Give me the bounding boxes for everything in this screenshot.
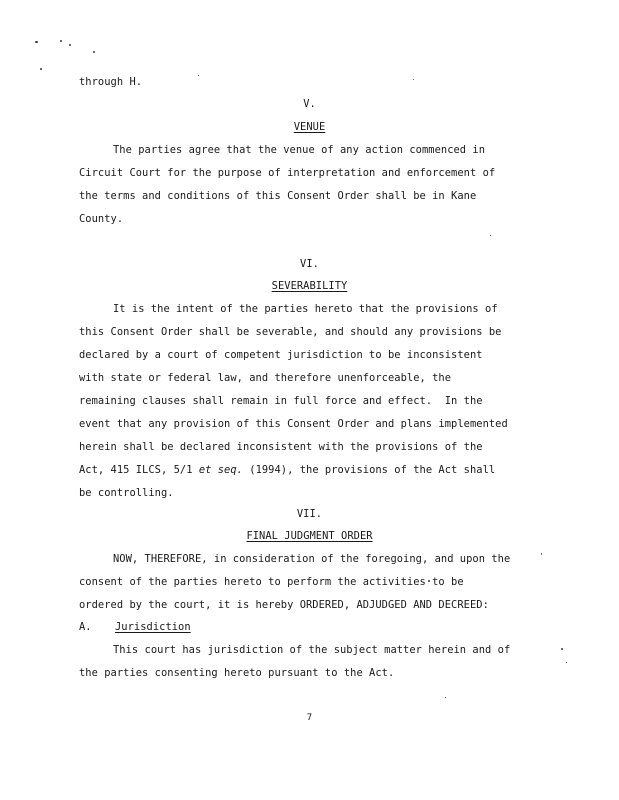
- scan-speck: [413, 79, 414, 80]
- section-vii-heading-text: FINAL JUDGMENT ORDER: [246, 530, 373, 542]
- section-v-numeral: V.: [303, 98, 316, 110]
- scan-speck: [198, 75, 199, 76]
- body-line: ordered by the court, it is hereby ORDERED, ADJUDGED AND DECREED:: [79, 599, 489, 611]
- body-line: County.: [79, 213, 124, 225]
- section-vii-heading: [0, 530, 619, 543]
- body-line: remaining clauses shall remain in full force and effect. In the: [79, 395, 483, 407]
- section-v-heading-text: VENUE: [293, 121, 326, 133]
- section-vii-numeral: VII.: [296, 508, 323, 520]
- section-vi-heading-text: SEVERABILITY: [271, 280, 348, 292]
- body-line: This court has jurisdiction of the subject matter herein and of: [113, 644, 511, 656]
- body-line: be controlling.: [79, 487, 174, 499]
- scan-speck: [93, 51, 95, 53]
- scan-speck: [35, 41, 38, 43]
- section-vi-heading: [0, 280, 619, 293]
- body-line: herein shall be declared inconsistent with the provisions of the: [79, 441, 483, 453]
- scan-speck: [566, 662, 567, 663]
- subsection-letter: A.: [79, 621, 92, 633]
- citation-before: Act, 415 ILCS, 5/1: [79, 464, 199, 476]
- citation-italic: et seq.: [198, 464, 243, 476]
- body-line: The parties agree that the venue of any action commenced in: [113, 144, 486, 156]
- continuation-line: through H.: [79, 76, 143, 88]
- body-line: this Consent Order shall be severable, and should any provisions be: [79, 326, 502, 338]
- subsection-title: [115, 621, 191, 634]
- body-line: with state or federal law, and therefore unenforceable, the: [79, 372, 452, 384]
- body-line: Circuit Court for the purpose of interpretation and enforcement of: [79, 167, 496, 179]
- scan-speck: [561, 648, 563, 650]
- body-line: consent of the parties hereto to perform the activities to be: [79, 576, 464, 588]
- scan-speck: [69, 44, 71, 46]
- section-vi-numeral: VI.: [300, 258, 319, 270]
- citation-after: (1994), the provisions of the Act shall: [242, 464, 496, 476]
- citation-line: [79, 464, 495, 477]
- scan-speck: [541, 553, 542, 555]
- scan-speck: [490, 235, 491, 236]
- body-line: the parties consenting hereto pursuant to the Act.: [79, 667, 395, 679]
- body-line: the terms and conditions of this Consent Order shall be in Kane: [79, 190, 477, 202]
- body-line: event that any provision of this Consent Order and plans implemented: [79, 418, 508, 430]
- scan-speck: [60, 40, 62, 42]
- scan-speck: [445, 697, 446, 698]
- page-number: 7: [306, 713, 313, 723]
- subsection-title-text: Jurisdiction: [115, 621, 191, 633]
- body-line: declared by a court of competent jurisdiction to be inconsistent: [79, 349, 483, 361]
- body-line: NOW, THEREFORE, in consideration of the foregoing, and upon the: [113, 553, 511, 565]
- body-line: It is the intent of the parties hereto that the provisions of: [113, 303, 498, 315]
- scan-speck: [40, 68, 42, 70]
- section-v-heading: [0, 121, 619, 134]
